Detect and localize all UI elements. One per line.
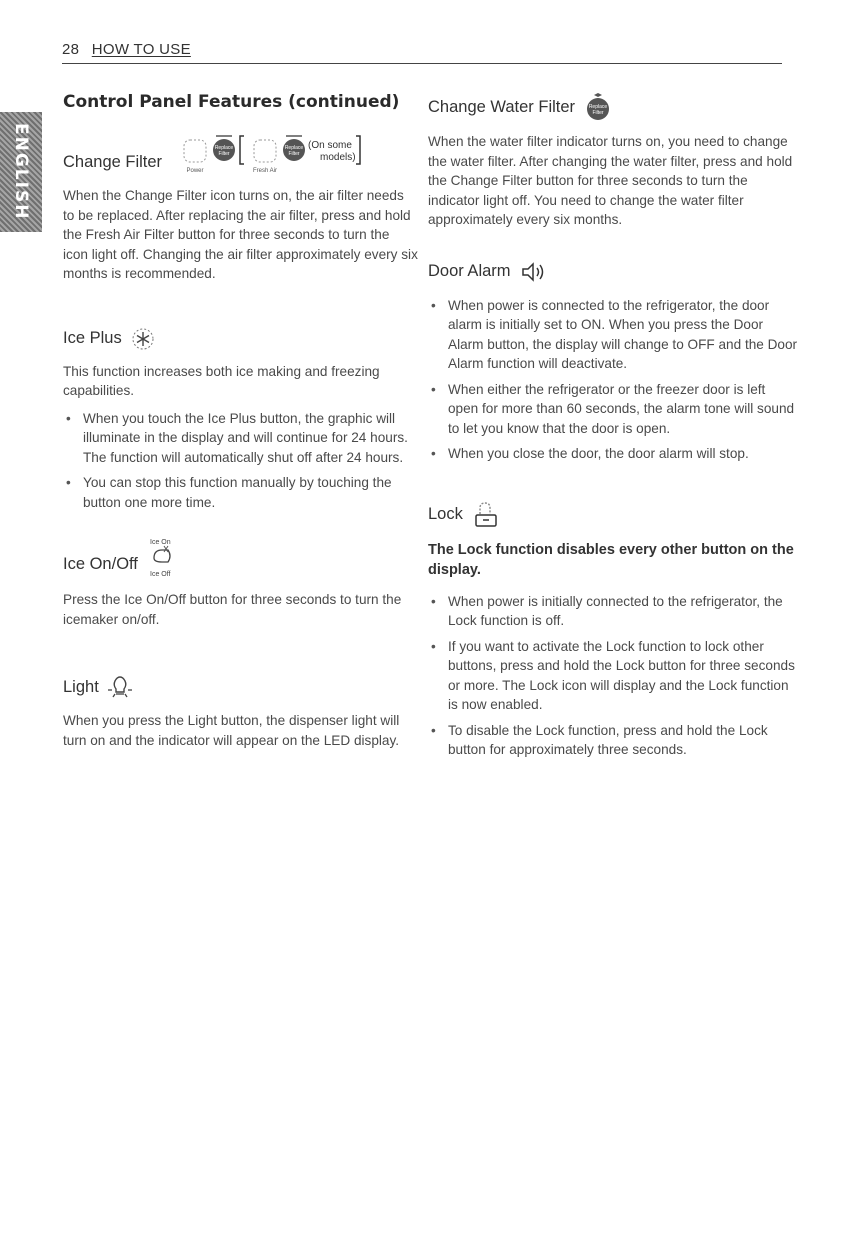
- lock-list: [428, 592, 798, 760]
- change-water-filter-body: When the water filter indicator turns on, you need to change the water filter. After changing the water filter, press and hold the Change Filter button for three seconds to turn the indicator light off. You need to change the water filter approximately every six months.: [428, 134, 793, 227]
- svg-text:Filter: Filter: [218, 151, 230, 157]
- ice-onoff-heading: Ice On/Off: [63, 555, 138, 573]
- list-item: • When you close the door, the door alarm will stop.: [428, 444, 798, 464]
- ice-plus-section: [63, 326, 418, 513]
- change-filter-section: [63, 130, 418, 284]
- water-filter-icon: [583, 92, 613, 122]
- svg-text:Filter: Filter: [592, 110, 604, 116]
- lock-icon: [471, 500, 501, 530]
- list-item: • When power is connected to the refrigerator, the door alarm is initially set to ON. When you press the Door Alarm button, the display will change to OFF and the Door Alarm function will deactivate.: [428, 296, 798, 374]
- page-number: 28: [62, 41, 80, 58]
- language-tab-label: ENGLISH: [11, 123, 31, 221]
- light-body: When you press the Light button, the dispenser light will turn on and the indicator will appear on the LED display.: [63, 713, 400, 748]
- ice-plus-heading: Ice Plus: [63, 329, 122, 347]
- change-filter-body: When the Change Filter icon turns on, the air filter needs to be replaced. After replacing the air filter, press and hold the Fresh Air Filter button for three seconds to turn the icon light off. Changing the air filter approximately every six months is recommended.: [63, 188, 418, 281]
- change-filter-heading: Change Filter: [63, 153, 163, 171]
- list-item: • When power is initially connected to the refrigerator, the Lock function is off.: [428, 592, 798, 631]
- list-item: • You can stop this function manually by touching the button one more time.: [63, 473, 418, 512]
- door-alarm-section: [428, 260, 798, 464]
- left-column: [63, 92, 418, 750]
- svg-text:Replace: Replace: [284, 145, 304, 151]
- svg-text:Power: Power: [186, 168, 204, 174]
- svg-text:Ice Off: Ice Off: [149, 571, 171, 578]
- change-water-filter-heading: Change Water Filter: [428, 97, 576, 116]
- section-title: HOW TO USE: [91, 41, 191, 58]
- change-water-filter-section: [428, 92, 798, 230]
- svg-text:models): models): [320, 152, 356, 163]
- light-bulb-icon: [107, 673, 133, 701]
- page-header: [62, 41, 782, 64]
- svg-text:Replace: Replace: [588, 104, 608, 110]
- list-item: • To disable the Lock function, press and hold the Lock button for approximately three seconds.: [428, 721, 798, 760]
- svg-text:Fresh Air: Fresh Air: [253, 168, 278, 174]
- change-filter-icon: [170, 130, 402, 176]
- door-alarm-heading: Door Alarm: [428, 262, 511, 280]
- svg-text:(On some: (On some: [308, 140, 352, 151]
- ice-plus-list: [63, 409, 418, 513]
- lock-heading: Lock: [428, 505, 463, 523]
- lock-summary: The Lock function disables every other button on the display.: [428, 541, 794, 578]
- ice-plus-body: This function increases both ice making and freezing capabilities.: [63, 363, 380, 398]
- right-column: [428, 92, 798, 766]
- lock-section: [428, 500, 798, 760]
- svg-text:Filter: Filter: [288, 151, 300, 157]
- page-title: Control Panel Features (continued): [63, 92, 400, 112]
- ice-onoff-section: [63, 536, 418, 629]
- svg-text:Replace: Replace: [214, 145, 234, 151]
- snowflake-icon: [130, 326, 156, 352]
- door-alarm-list: [428, 296, 798, 464]
- light-section: [63, 673, 418, 750]
- speaker-icon: [519, 260, 547, 284]
- ice-onoff-icon: [146, 536, 186, 580]
- language-tab: [0, 112, 42, 232]
- list-item: • If you want to activate the Lock function to lock other buttons, press and hold the Lock button for three seconds or more. The Lock icon will display and the Lock function is now enabled.: [428, 637, 798, 715]
- light-heading: Light: [63, 677, 99, 696]
- svg-text:Ice On: Ice On: [149, 539, 171, 546]
- list-item: • When either the refrigerator or the freezer door is left open for more than 60 seconds, the alarm tone will sound to let you know that the door is open.: [428, 380, 798, 439]
- list-item: • When you touch the Ice Plus button, the graphic will illuminate in the display and will continue for 24 hours. The function will automatically shut off after 24 hours.: [63, 409, 418, 468]
- ice-onoff-body: Press the Ice On/Off button for three seconds to turn the icemaker on/off.: [63, 592, 402, 627]
